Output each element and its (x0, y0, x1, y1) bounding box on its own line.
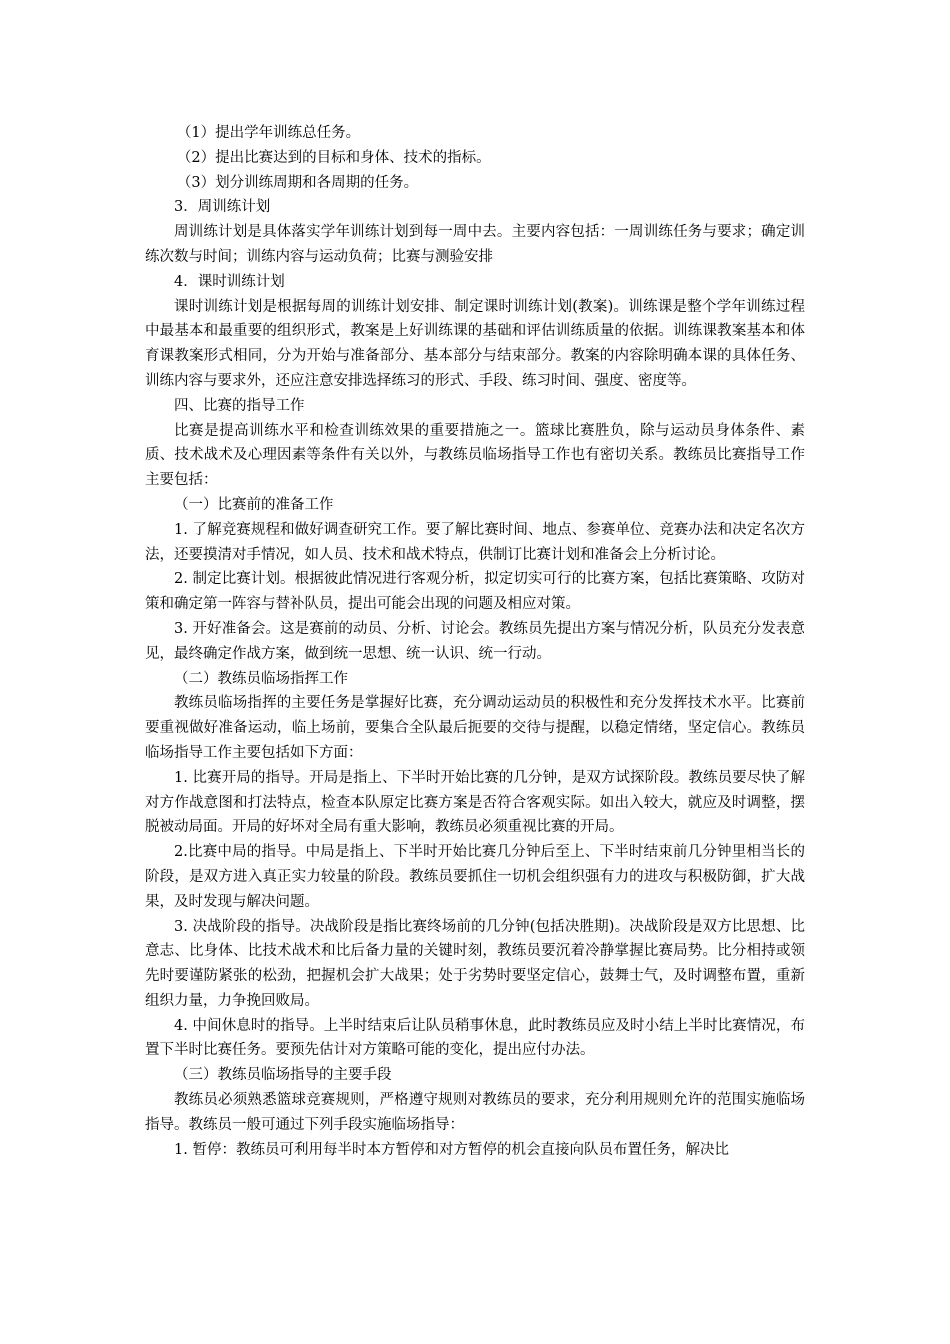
section-heading-match-guidance: 四、比赛的指导工作 (174, 397, 305, 414)
paragraph-pre-match-2: 2. 制定比赛计划。根据彼此情况进行客观分析，拟定切实可行的比赛方案，包括比赛策略、攻防对策和确定第一阵容与替补队员，提出可能会出现的问题及相应对策。 (145, 571, 805, 613)
paragraph-decisive: 3. 决战阶段的指导。决战阶段是指比赛终场前的几分钟(包括决胜期)。决战阶段是双方比思想、比意志、比身体、比技术战术和比后备力量的关键时刻，教练员要沉着冷静掌握比赛局势。比分相持或领先时要谨防紧张的松劲，把握机会扩大战果；处于劣势时要坚定信心，鼓舞士气，及时调整布置，重新组织力量，力争挽回败局。 (145, 918, 805, 1009)
list-item-1: （1）提出学年训练总任务。 (176, 125, 361, 141)
document-body (145, 121, 805, 1162)
section-heading-lesson-plan: 4．课时训练计划 (174, 273, 285, 290)
paragraph-timeout: 1. 暂停：教练员可利用每半时本方暂停和对方暂停的机会直接向队员布置任务，解决比 (174, 1141, 729, 1158)
paragraph-means-intro: 教练员必须熟悉篮球竞赛规则，严格遵守规则对教练员的要求，充分利用规则允许的范围实施临场指导。教练员一般可通过下列手段实施临场指导： (145, 1092, 805, 1133)
subheading-on-court: （二）教练员临场指挥工作 (174, 670, 348, 687)
subheading-pre-match: （一）比赛前的准备工作 (174, 496, 334, 513)
paragraph-pre-match-1: 1. 了解竞赛规程和做好调查研究工作。要了解比赛时间、地点、参赛单位、竞赛办法和决定名次方法，还要摸清对手情况，如人员、技术和战术特点，供制订比赛计划和准备会上分析讨论。 (145, 521, 805, 563)
paragraph-pre-match-3: 3. 开好准备会。这是赛前的动员、分析、讨论会。教练员先提出方案与情况分析，队员充分发表意见，最终确定作战方案，做到统一思想、统一认识、统一行动。 (145, 620, 805, 662)
paragraph-middle: 2.比赛中局的指导。中局是指上、下半时开始比赛几分钟后至上、下半时结束前几分钟里相当长的阶段，是双方进入真正实力较量的阶段。教练员要抓住一切机会组织强有力的进攻与积极防御，扩大战果，及时发现与解决问题。 (145, 844, 805, 910)
paragraph-on-court-intro: 教练员临场指挥的主要任务是掌握好比赛，充分调动运动员的积极性和充分发挥技术水平。比赛前要重视做好准备运动，临上场前，要集合全队最后扼要的交待与提醒，以稳定情绪，坚定信心。教练员临场指导工作主要包括如下方面： (145, 695, 805, 761)
list-item-3: （3）划分训练周期和各周期的任务。 (176, 174, 419, 191)
paragraph-weekly-plan: 周训练计划是具体落实学年训练计划到每一周中去。主要内容包括：一周训练任务与要求；确定训练次数与时间；训练内容与运动负荷；比赛与测验安排 (145, 224, 805, 265)
list-item-2: （2）提出比赛达到的目标和身体、技术的指标。 (176, 149, 491, 166)
subheading-means: （三）教练员临场指导的主要手段 (174, 1067, 392, 1084)
section-heading-weekly-plan: 3．周训练计划 (174, 199, 271, 216)
paragraph-halftime: 4. 中间休息时的指导。上半时结束后让队员稍事休息，此时教练员应及时小结上半时比赛情况，布置下半时比赛任务。要预先估计对方策略可能的变化，提出应付办法。 (145, 1017, 805, 1059)
paragraph-match-guidance: 比赛是提高训练水平和检查训练效果的重要措施之一。篮球比赛胜负，除与运动员身体条件、素质、技术战术及心理因素等条件有关以外，与教练员临场指导工作也有密切关系。教练员比赛指导工作主要包括： (145, 422, 805, 489)
paragraph-opening: 1. 比赛开局的指导。开局是指上、下半时开始比赛的几分钟，是双方试探阶段。教练员要尽快了解对方作战意图和打法特点，检查本队原定比赛方案是否符合客观实际。如出入较大，就应及时调整，摆脱被动局面。开局的好坏对全局有重大影响，教练员必须重视比赛的开局。 (145, 769, 805, 836)
paragraph-lesson-plan: 课时训练计划是根据每周的训练计划安排、制定课时训练计划(教案)。训练课是整个学年训练过程中最基本和最重要的组织形式，教案是上好训练课的基础和评估训练质量的依据。训练课教案基本和体育课教案形式相同，分为开始与准备部分、基本部分与结束部分。教案的内容除明确本课的具体任务、训练内容与要求外，还应注意安排选择练习的形式、手段、练习时间、强度、密度等。 (145, 298, 805, 389)
